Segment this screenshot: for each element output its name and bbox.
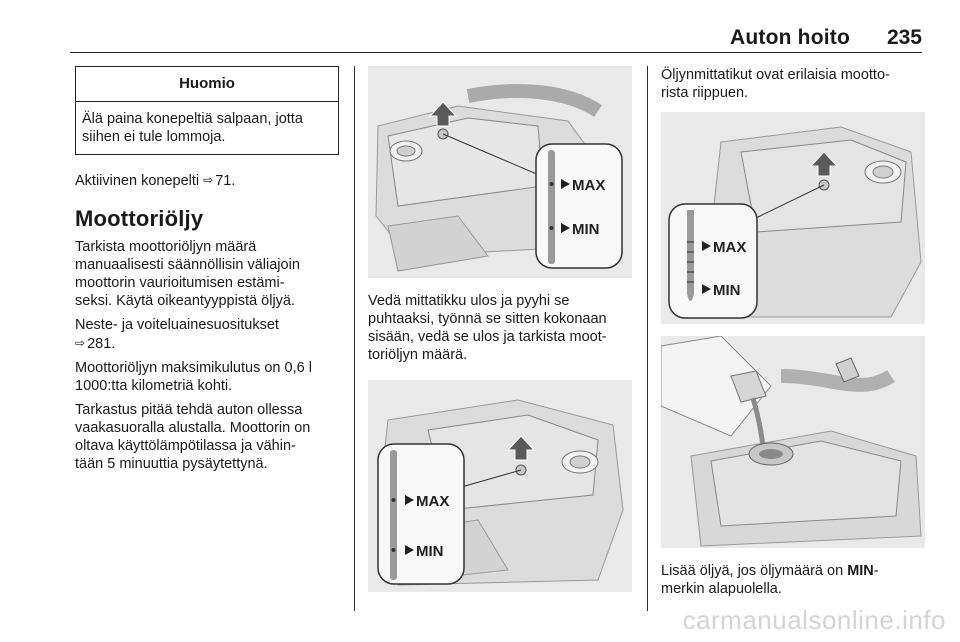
text-line: moottorin vaurioitumisen estämi- bbox=[75, 275, 285, 291]
text-line: toriöljyn määrä. bbox=[368, 347, 468, 363]
paragraph-add-oil bbox=[661, 562, 927, 598]
oil-filling-figure bbox=[661, 336, 925, 548]
section-title: Moottoriöljy bbox=[75, 206, 204, 231]
column-divider bbox=[354, 66, 355, 611]
engine-dipstick-figure-2 bbox=[368, 380, 632, 592]
text-line: seksi. Käytä oikeantyyppistä öljyä. bbox=[75, 293, 296, 309]
max-label: MAX bbox=[572, 177, 606, 194]
text-line: merkin alapuolella. bbox=[661, 581, 782, 597]
note-box bbox=[75, 66, 339, 155]
watermark: carmanualsonline.info bbox=[682, 605, 946, 635]
text-line: 1000:tta kilometriä kohti. bbox=[75, 378, 233, 394]
min-label: MIN bbox=[572, 221, 600, 238]
paragraph-check-conditions bbox=[75, 401, 341, 473]
text-line: - bbox=[873, 563, 879, 579]
page-number: 235 bbox=[886, 26, 922, 49]
text-line: Vedä mittatikku ulos ja pyyhi se bbox=[368, 293, 570, 309]
paragraph-check-oil bbox=[75, 238, 341, 310]
column-left bbox=[75, 66, 341, 473]
min-label: MIN bbox=[713, 282, 741, 299]
paragraph-dipstick-variants bbox=[661, 66, 927, 102]
text-line: Neste- ja voiteluainesuositukset bbox=[75, 317, 279, 333]
note-title: Huomio bbox=[76, 67, 338, 102]
text-line: sisään, vedä se ulos ja tarkista moot- bbox=[368, 329, 607, 345]
text-line: Lisää öljyä, jos öljymäärä on bbox=[661, 563, 848, 579]
max-label: MAX bbox=[416, 493, 450, 510]
text-line: Tarkista moottoriöljyn määrä bbox=[75, 239, 257, 255]
text-line: rista riippuen. bbox=[661, 85, 749, 101]
text-line: puhtaaksi, työnnä se sitten kokonaan bbox=[368, 311, 607, 327]
text-line: Moottoriöljyn maksimikulutus on 0,6 l bbox=[75, 360, 312, 376]
paragraph-fluid-reference bbox=[75, 316, 341, 353]
hood-reference-text: Aktiivinen konepelti bbox=[75, 173, 200, 189]
engine-dipstick-figure-1 bbox=[368, 66, 632, 278]
hood-reference-page[interactable]: 71. bbox=[215, 173, 236, 189]
column-middle bbox=[368, 66, 632, 592]
text-line: manuaalisesti säännöllisin väliajoin bbox=[75, 257, 300, 273]
hood-reference bbox=[75, 171, 341, 190]
paragraph-oil-consumption bbox=[75, 359, 341, 395]
engine-dipstick-figure-3 bbox=[661, 112, 925, 324]
reference-arrow-icon: ⇨ bbox=[203, 173, 214, 187]
header-title: Auton hoito bbox=[730, 26, 850, 49]
min-label: MIN bbox=[416, 543, 444, 560]
text-line: tään 5 minuuttia pysäytettynä. bbox=[75, 456, 268, 472]
page-header bbox=[70, 22, 922, 53]
text-line: oltava käyttölämpötilassa ja vähin- bbox=[75, 438, 296, 454]
paragraph-dipstick-instructions bbox=[368, 292, 632, 364]
fluid-reference-page[interactable]: 281. bbox=[87, 336, 116, 352]
text-line: Öljynmittatikut ovat erilaisia mootto- bbox=[661, 67, 890, 83]
min-emphasis: MIN bbox=[847, 563, 874, 579]
column-right bbox=[661, 66, 927, 598]
text-line: Tarkastus pitää tehdä auton ollessa bbox=[75, 402, 303, 418]
reference-arrow-icon: ⇨ bbox=[75, 336, 86, 350]
max-label: MAX bbox=[713, 239, 747, 256]
note-body: Älä paina konepeltiä salpaan, jotta siihen ei tule lommoja. bbox=[82, 111, 303, 145]
text-line: vaakasuoralla alustalla. Moottorin on bbox=[75, 420, 311, 436]
column-divider bbox=[647, 66, 648, 611]
